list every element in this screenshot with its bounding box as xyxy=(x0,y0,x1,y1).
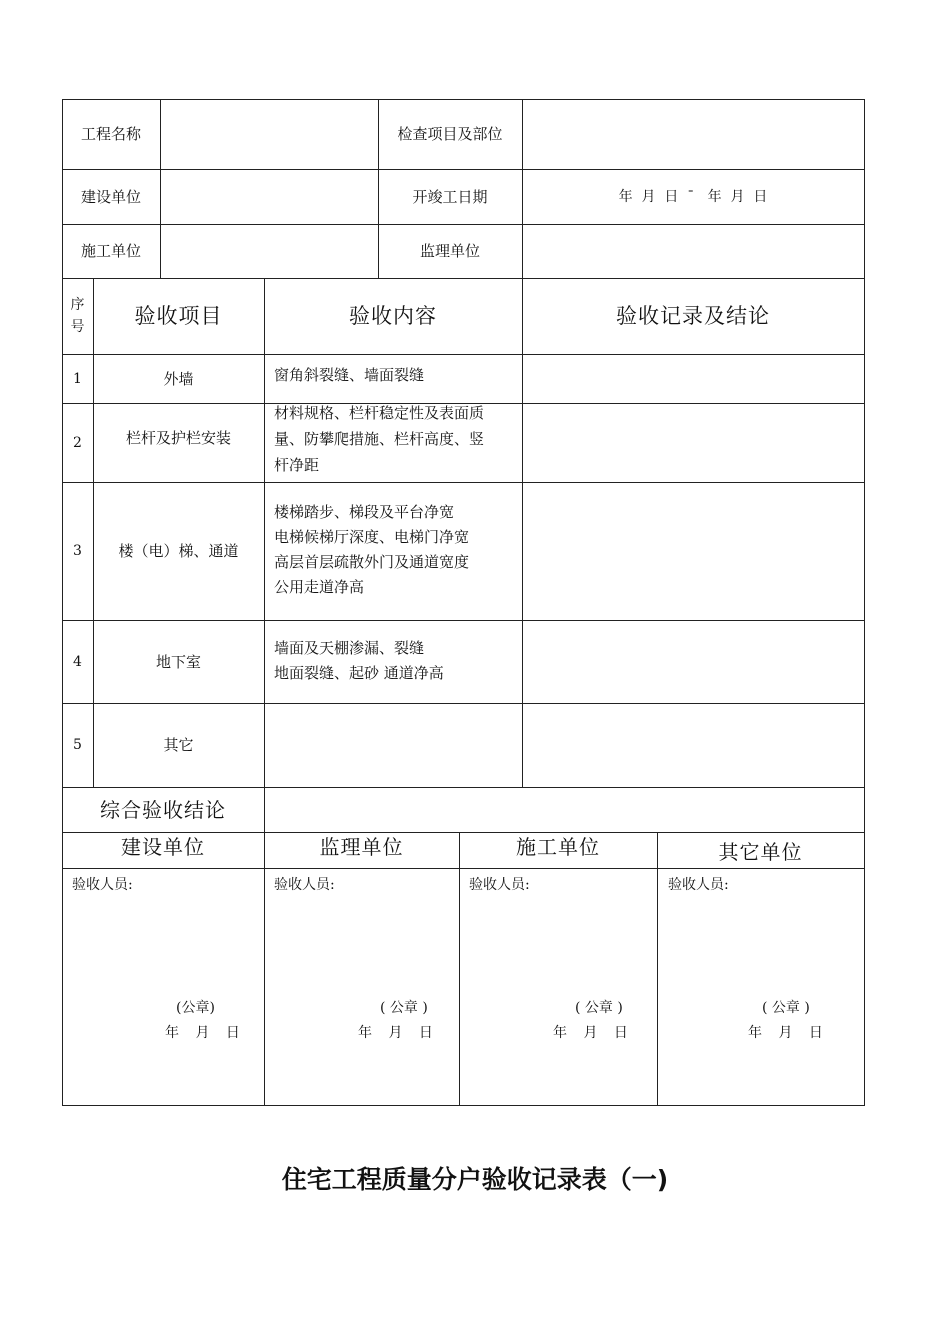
row-3-content-line-2: 电梯候梯厅深度、电梯门净宽 xyxy=(274,528,470,546)
row-2-content xyxy=(264,400,522,480)
sign-unit-other: 其它单位 xyxy=(718,840,803,864)
row-3-content-line-4: 公用走道净高 xyxy=(274,578,365,596)
row-5-item: 其它 xyxy=(163,736,194,754)
row-1-item: 外墙 xyxy=(163,369,194,388)
row-3-item: 楼（电）梯、通道 xyxy=(118,542,239,560)
row-1-seq: 1 xyxy=(73,370,82,387)
sign-inspector-developer: 验收人员: xyxy=(72,877,133,893)
project-name-value[interactable] xyxy=(160,99,378,169)
contractor-value[interactable] xyxy=(160,224,378,278)
row-1-content-line-1: 窗角斜裂缝、墙面裂缝 xyxy=(274,365,425,384)
row-3-record[interactable] xyxy=(522,482,864,620)
row-3-content-line-3: 高层首层疏散外门及通道宽度 xyxy=(274,553,470,571)
sign-unit-supervisor: 监理单位 xyxy=(319,835,404,859)
row-4-item: 地下室 xyxy=(155,652,201,671)
date-developer: 年 月 日 xyxy=(165,1025,240,1041)
row-3-content-line-1: 楼梯踏步、梯段及平台净宽 xyxy=(274,503,455,521)
row-4-content-line-1: 墙面及天棚渗漏、裂缝 xyxy=(274,639,425,657)
row-4-seq: 4 xyxy=(73,653,82,670)
check-item-label: 检查项目及部位 xyxy=(397,125,503,143)
developer-label: 建设单位 xyxy=(80,187,141,206)
seal-supervisor: ( 公章 ) xyxy=(380,1000,428,1016)
row-1-record[interactable] xyxy=(522,354,864,403)
sign-unit-developer: 建设单位 xyxy=(121,835,205,859)
supervisor-value[interactable] xyxy=(522,224,864,278)
row-5-record[interactable] xyxy=(522,703,864,787)
row-2-content-line-3: 杆净距 xyxy=(274,456,320,474)
sign-inspector-other: 验收人员: xyxy=(668,877,729,893)
conclusion-value[interactable] xyxy=(264,787,864,832)
row-2-record[interactable] xyxy=(522,403,864,482)
sign-inspector-supervisor: 验收人员: xyxy=(274,877,335,893)
project-name-label: 工程名称 xyxy=(80,125,141,143)
conclusion-label: 综合验收结论 xyxy=(100,797,226,822)
row-2-seq: 2 xyxy=(73,434,82,451)
row-4-content xyxy=(264,636,522,691)
row-4-record[interactable] xyxy=(522,620,864,703)
row-2-content-line-2: 量、防攀爬措施、栏杆高度、竖 xyxy=(274,430,485,448)
seal-contractor: ( 公章 ) xyxy=(575,1000,623,1016)
supervisor-label: 监理单位 xyxy=(419,242,480,260)
record-column-header: 验收记录及结论 xyxy=(616,304,770,328)
dates-label: 开竣工日期 xyxy=(412,187,488,206)
row-1-content xyxy=(264,354,522,395)
contractor-label: 施工单位 xyxy=(80,242,141,260)
date-other: 年 月 日 xyxy=(748,1025,823,1041)
row-4-content-line-2: 地面裂缝、起砂 通道净高 xyxy=(274,664,444,682)
date-supervisor: 年 月 日 xyxy=(358,1025,433,1041)
date-contractor: 年 月 日 xyxy=(553,1025,628,1041)
row-3-seq: 3 xyxy=(73,543,82,559)
row-3-content xyxy=(264,500,522,610)
sign-inspector-contractor: 验收人员: xyxy=(469,877,530,893)
seq-column-header xyxy=(62,278,93,354)
row-2-item: 栏杆及护栏安装 xyxy=(125,429,231,447)
date-range[interactable]: 年 月 日 ¯ 年 月 日 xyxy=(618,188,768,205)
row-5-content[interactable] xyxy=(264,703,522,787)
seal-other: ( 公章 ) xyxy=(762,1000,810,1016)
sign-unit-contractor: 施工单位 xyxy=(516,835,600,859)
content-column-header: 验收内容 xyxy=(349,304,437,328)
item-column-header: 验收项目 xyxy=(134,304,223,328)
row-2-content-line-1: 材料规格、栏杆稳定性及表面质 xyxy=(274,404,485,422)
seq-header-line1: 序 xyxy=(70,297,85,313)
row-5-seq: 5 xyxy=(73,737,82,753)
seq-header-line2: 号 xyxy=(70,319,85,335)
document-title: 住宅工程质量分户验收记录表（一) xyxy=(281,1165,669,1194)
check-item-value[interactable] xyxy=(522,99,864,169)
developer-value[interactable] xyxy=(160,169,378,224)
seal-developer: (公章) xyxy=(176,1000,215,1016)
